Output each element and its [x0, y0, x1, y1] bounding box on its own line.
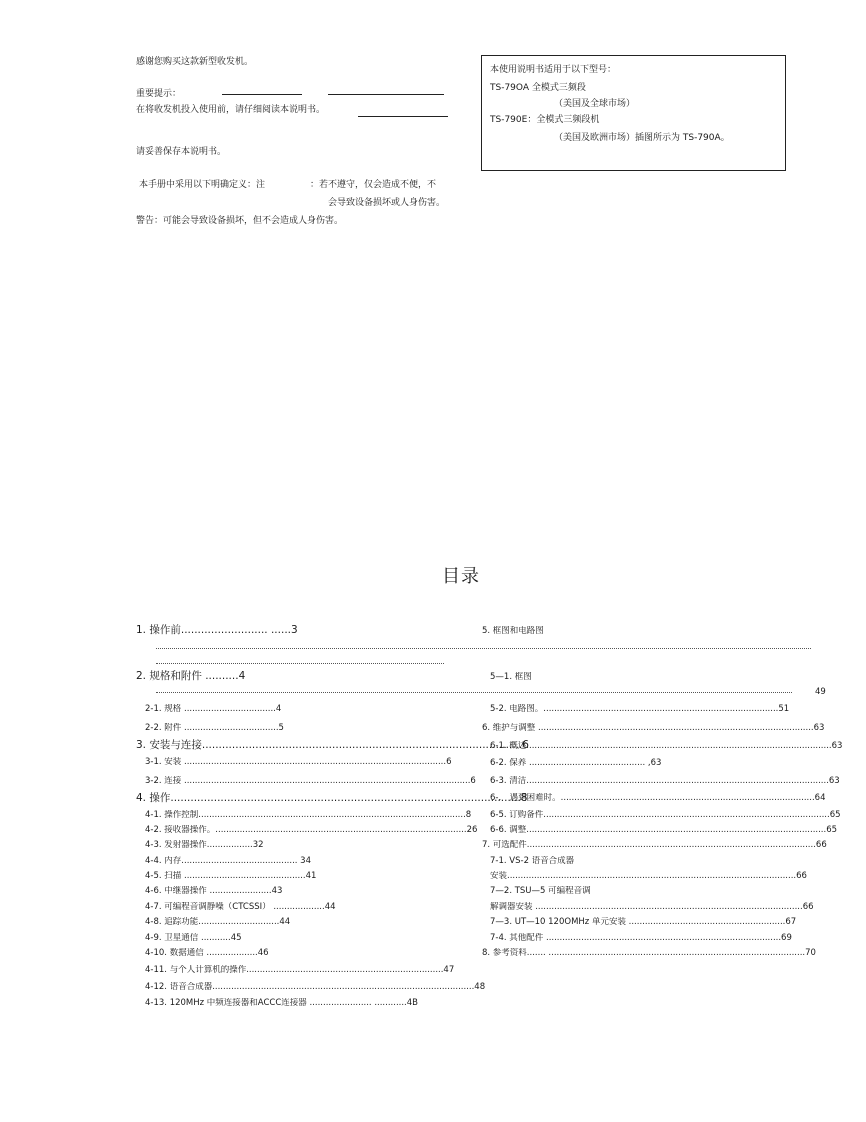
- toc-entry: 6-． 遇到困难时。..............................................................................................64: [490, 793, 826, 803]
- toc-entry: 6-1. 概述.................................................................................................................63: [490, 741, 843, 751]
- toc-entry: 安装...........................................................................................................66: [490, 871, 807, 881]
- keep-manual-notice: 请妥善保存本说明书。: [136, 147, 227, 157]
- toc-entry: 解调器安装 ...................................................................................................66: [490, 902, 814, 912]
- toc-entry: 7-1. VS-2 语音合成器: [490, 856, 575, 866]
- leader-line: [156, 663, 444, 664]
- toc-entry: 4-11. 与个人计算机的操作.........................................................................47: [145, 965, 455, 975]
- toc-entry: 4-10. 数据通信 ...................46: [145, 948, 269, 958]
- toc-entry: 4-5. 扫描 .............................................41: [145, 871, 317, 881]
- toc-entry: 7—2. TSU—5 可编程音调: [490, 886, 591, 896]
- toc-entry: 3. 安装与连接................................................................................................6: [136, 739, 529, 751]
- underline: [511, 170, 570, 171]
- toc-entry: 4-7. 可编程音调静噪（CTCSSI） ...................44: [145, 902, 336, 912]
- toc-entry: 4-3. 发射器操作.................32: [145, 840, 264, 850]
- toc-entry: 3-1. 安装 .................................................................................................6: [145, 757, 452, 767]
- toc-entry: 7. 可选配件...........................................................................................................66: [482, 840, 827, 850]
- page-49: 49: [815, 687, 826, 697]
- toc-entry: 6-2. 保养 ........................................... ,63: [490, 758, 662, 768]
- intro-thanks: 感谢您购买这款新型收发机。: [136, 57, 254, 67]
- models-heading: 本使用说明书适用于以下型号：: [490, 65, 617, 75]
- toc-entry: 3-2. 连接 ..........................................................................................................6: [145, 776, 476, 786]
- conventions-note-cont: 会导致设备损坏或人身伤害。: [328, 198, 446, 208]
- conventions-text: 本手册中采用以下明确定义：注: [139, 180, 266, 190]
- toc-entry: 5. 框图和电路图: [482, 626, 544, 636]
- leader-line: [156, 692, 792, 693]
- toc-entry: 5-2. 电路图。.......................................................................................51: [490, 704, 790, 714]
- underline: [358, 116, 448, 117]
- toc-entry: 4-8. 追踪功能..............................44: [145, 917, 291, 927]
- model-ts790e: TS-790E：全模式三频段机: [490, 115, 600, 125]
- read-manual-notice: 在将收发机投入使用前，请仔细阅读本说明书。: [136, 105, 326, 115]
- important-label: 重要提示：: [136, 89, 182, 99]
- underline: [328, 94, 444, 95]
- model-ts790a: TS-79OA 全模式三频段: [490, 83, 586, 93]
- conventions-note: ：若不遵守，仅会造成不便，不: [310, 180, 437, 190]
- warning-definition: 警告：可能会导致设备损坏，但不会造成人身伤害。: [136, 216, 344, 226]
- toc-entry: 4-6. 中继器操作 .......................43: [145, 886, 283, 896]
- toc-entry: 7-4. 其他配件 .......................................................................................69: [490, 933, 792, 943]
- toc-entry: 4-9. 卫星通信 ...........45: [145, 933, 242, 943]
- underline: [596, 170, 695, 171]
- toc-entry: 6. 维护与调整 ......................................................................................................63: [482, 723, 825, 733]
- model-ts790a-market: （美国及全球市场）: [554, 99, 636, 109]
- underline: [711, 170, 766, 171]
- toc-entry: 6-5. 订购备件..........................................................................................................65: [490, 810, 841, 820]
- toc-entry: 4-4. 内存........................................... 34: [145, 856, 311, 866]
- model-ts790e-market: （美国及欧洲市场）插图所示为 TS-790A。: [554, 133, 730, 143]
- toc-entry: 5—1. 框图: [490, 672, 532, 682]
- toc-title: 目录: [442, 566, 480, 587]
- toc-entry: 2. 规格和附件 ..........4: [136, 670, 246, 682]
- underline: [222, 94, 302, 95]
- toc-entry: 8. 参考资料....... ...............................................................................................70: [482, 948, 816, 958]
- toc-entry: 6-6. 调整...............................................................................................................65: [490, 825, 838, 835]
- toc-entry: 1. 操作前.......................... ......3: [136, 624, 298, 636]
- toc-entry: 4. 操作.........................................................................................................8: [136, 792, 528, 804]
- leader-line: [156, 648, 811, 649]
- toc-entry: 4-1. 操作控制...................................................................................................8: [145, 810, 472, 820]
- toc-entry: 2-1. 规格 ..................................4: [145, 704, 282, 714]
- toc-entry: 4-12. 语音合成器.................................................................................................48: [145, 982, 486, 992]
- toc-entry: 7—3. UT—10 120OMHz 单元安装 ..........................................................67: [490, 917, 797, 927]
- toc-entry: 6-3. 清洁................................................................................................................63: [490, 776, 840, 786]
- toc-entry: 4-2. 接收器操作。.............................................................................................26: [145, 825, 478, 835]
- toc-entry: 4-13. 120MHz 中频连接器和ACCC连接器 ....................... ............4B: [145, 998, 418, 1008]
- toc-entry: 2-2. 附件 ...................................5: [145, 723, 284, 733]
